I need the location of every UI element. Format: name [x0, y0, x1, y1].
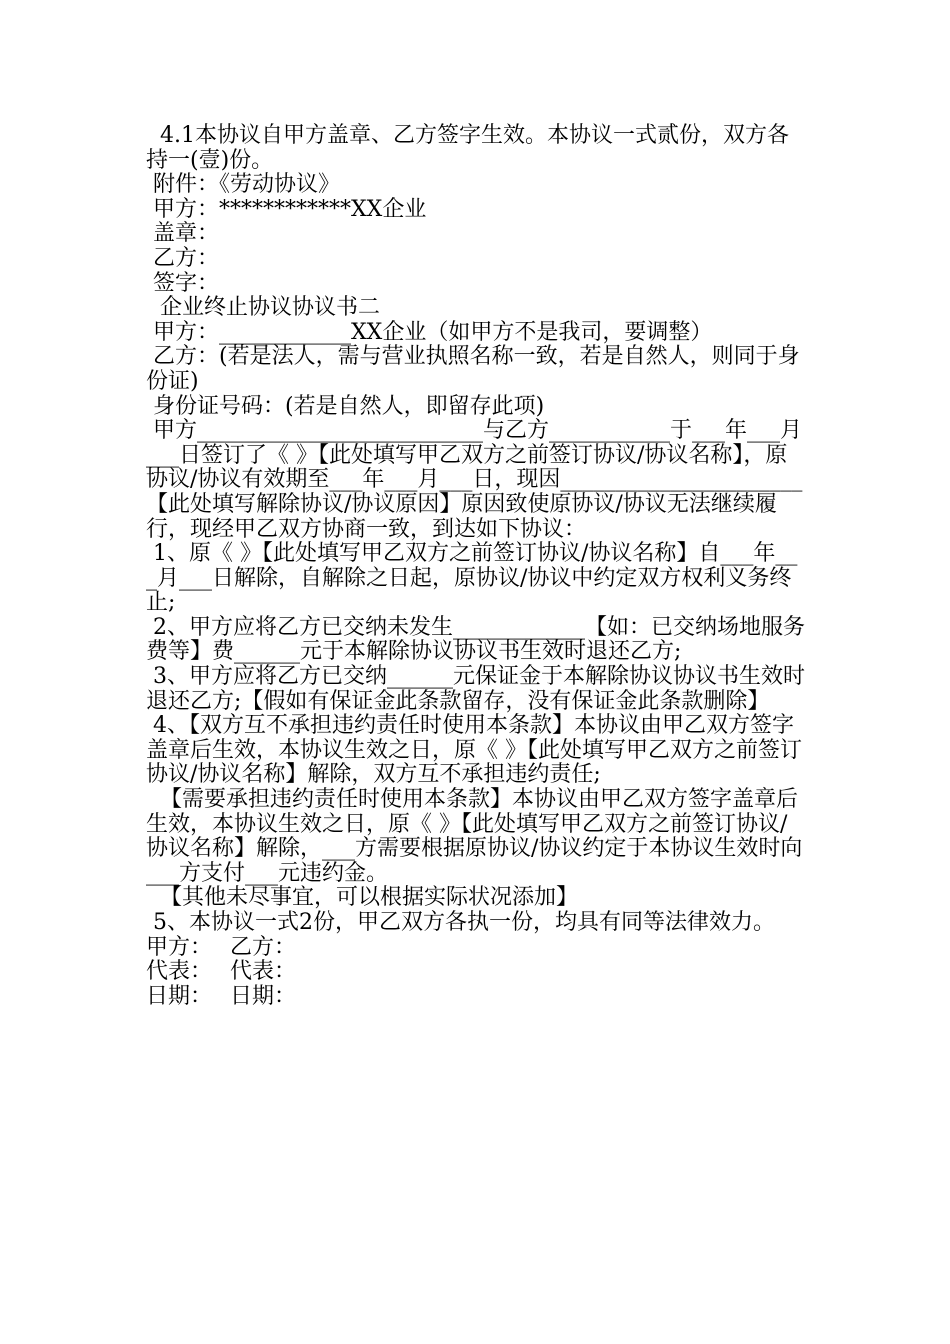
signature-line: 签字：: [146, 270, 220, 296]
party-a-field: 甲方：____________XX企业（如甲方不是我司，要调整）: [146, 319, 713, 345]
signature-row-party: [146, 936, 806, 961]
other-matters-note: 【其他未尽事宜，可以根据实际状况添加】: [146, 885, 579, 911]
id-number-field: 身份证号码：(若是自然人，即留存此项): [146, 393, 545, 419]
attachment-line: 附件：《劳动协议》: [146, 172, 341, 198]
party-b-date-label: 日期：: [230, 983, 297, 1009]
clause-5: 5、本协议一式2份，甲乙双方各执一份，均具有同等法律效力。: [146, 910, 775, 935]
clause-4-alternative: 【需要承担违约责任时使用本条款】本协议由甲乙双方签字盖章后生效，本协议生效之日，原《 》【此处填写甲乙双方之前签订协议/协议名称】解除，___方需要根据原协议/协议约定于本协议生效时向___方支付___元违约金。: [146, 787, 803, 886]
party-b-line: 乙方：: [146, 245, 220, 271]
clause-4: 4、【双方互不承担违约责任时使用本条款】本协议由甲乙双方签字盖章后生效，本协议生效之日，原《 》【此处填写甲乙双方之前签订协议/协议名称】解除，双方互不承担违约责任;: [146, 713, 802, 788]
clause-2: 2、甲方应将乙方已交纳未发生____________【如：已交纳场地服务费等】费______元于本解除协议协议书生效时退还乙方;: [146, 614, 805, 665]
party-b-field: 乙方：(若是法人，需与营业执照名称一致，若是自然人，则同于身份证): [146, 344, 800, 394]
signature-row-representative: [146, 960, 806, 985]
seal-line: 盖章：: [146, 221, 220, 247]
party-b-representative-label: 代表：: [230, 959, 297, 985]
party-a-sign-label: 甲方：: [146, 934, 213, 960]
clause-1: 1、原《 》【此处填写甲乙双方之前签订协议/协议名称】自___年___月___日解除，自解除之日起，原协议/协议中约定双方权利义务终止;: [146, 541, 798, 616]
document-title: 企业终止协议协议书二: [146, 295, 381, 321]
document-body: [146, 124, 806, 1009]
party-a-representative-label: 代表：: [146, 959, 213, 985]
party-a-line: 甲方：************XX企业: [146, 196, 427, 222]
party-b-sign-label: 乙方：: [230, 934, 297, 960]
clause-4-1: 4.1本协议自甲方盖章、乙方签字生效。本协议一式贰份，双方各持一(壹)份。: [146, 123, 789, 173]
preamble-paragraph: 甲方__________________________与乙方___________于___年___月___日签订了《 》【此处填写甲乙双方之前签订协议/协议名称】，原协议/协议有效期至___年___月___日，现因______________________【此处填写解除协议/协议原因】原因致使原协议/协议无法继续履行，现经甲乙双方协商一致，到达如下协议：: [146, 418, 803, 542]
party-a-date-label: 日期：: [146, 983, 213, 1009]
clause-3: 3、甲方应将乙方已交纳______元保证金于本解除协议协议书生效时退还乙方;【假如有保证金此条款留存，没有保证金此条款删除】: [146, 664, 805, 714]
signature-row-date: [146, 985, 806, 1010]
